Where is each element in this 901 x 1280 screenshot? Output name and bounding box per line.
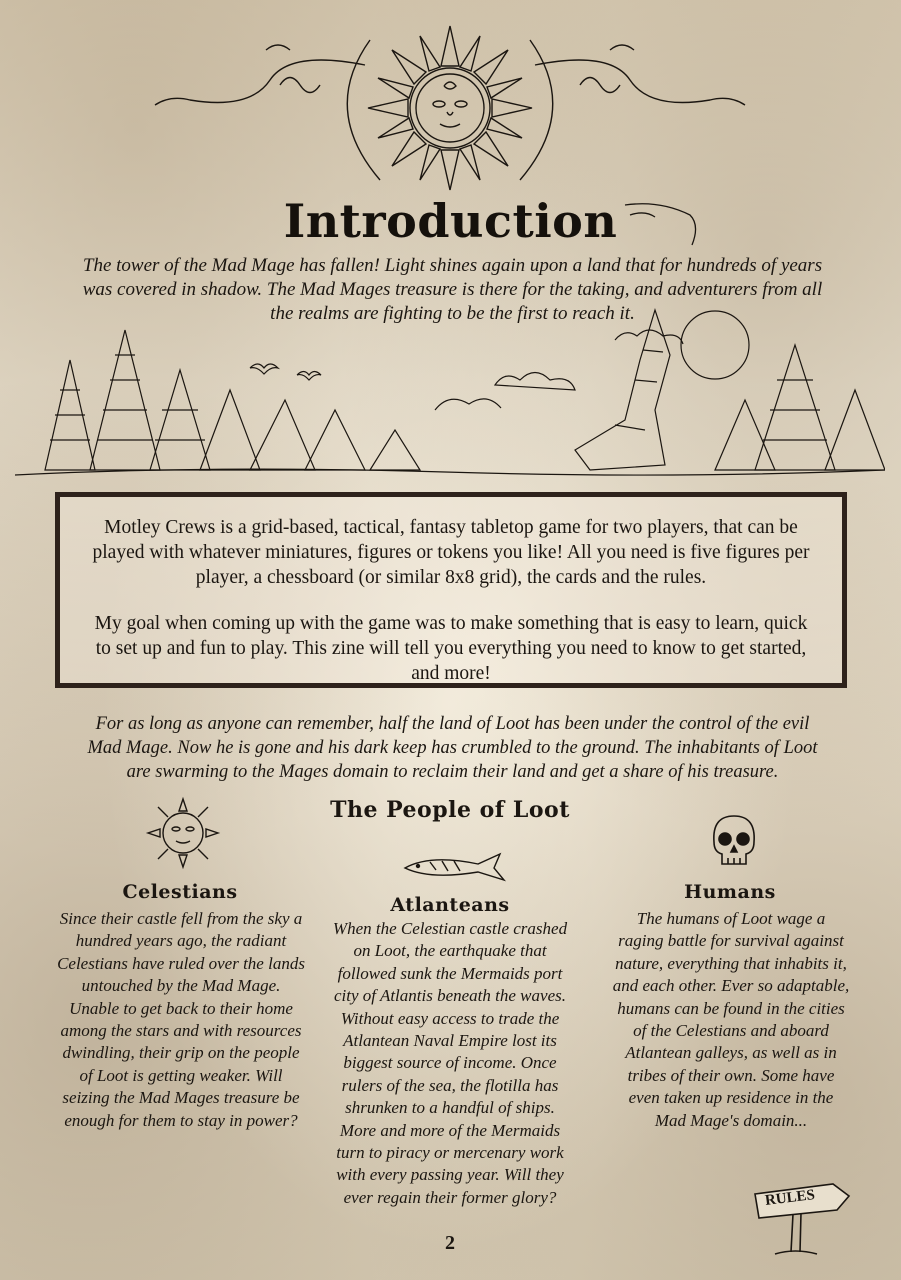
page-number: 2 — [445, 1232, 455, 1254]
faction-name-atlanteans: Atlanteans — [390, 894, 510, 916]
signpost-icon — [745, 1170, 857, 1262]
sun-emblem-illustration — [150, 20, 750, 200]
faction-text-humans: The humans of Loot wage a raging battle for survival against nature, everything that inhabits it, and each other. Ever so adaptable, humans can be found in the cities of the Celestians and aboard Atlantean galleys, as well as in tribes of their own. Some have even taken up residence in the Mad Mage's domain... — [612, 909, 850, 1130]
page-title: Introduction — [283, 194, 618, 248]
faction-text-celestians: Since their castle fell from the sky a hundred years ago, the radiant Celestians have ruled over the lands untouched by the Mad Mage. Unable to get back to their home among the stars and with resources dwindling, their grip on the people of Loot is getting weaker. Will seizing the Mad Mages treasure be enough for them to stay in power? — [57, 909, 305, 1130]
intro-text: The tower of the Mad Mage has fallen! Light shines again upon a land that for hundreds of years was covered in shadow. The Mad Mages treasure is there for the taking, and adventurers from all the realms are fighting to be the first to reach it. — [82, 255, 823, 324]
game-summary-box — [55, 492, 847, 688]
sun-face-icon — [140, 795, 226, 871]
rules-sign-label: RULES — [764, 1187, 816, 1209]
landscape-illustration — [15, 300, 885, 485]
skull-icon — [706, 812, 762, 874]
faction-name-humans: Humans — [684, 881, 776, 903]
summary-paragraph-2: My goal when coming up with the game was to make something that is easy to learn, quick to set up and fun to play. This zine will tell you everything you need to know to get started, and more! — [94, 613, 808, 684]
quill-icon — [620, 195, 710, 255]
faction-name-celestians: Celestians — [122, 881, 238, 903]
faction-text-atlanteans: When the Celestian castle crashed on Loot, the earthquake that followed sunk the Mermaids port city of Atlantis beneath the waves. Without easy access to trade the Atlantean Naval Empire lost its biggest source of income. Once rulers of the sea, the flotilla has shrunken to a handful of ships. More and more of the Mermaids turn to piracy or mercenary work with every passing year. Will they ever regain their former glory? — [332, 919, 568, 1207]
fish-icon — [400, 850, 510, 884]
lore-text: For as long as anyone can remember, half the land of Loot has been under the control of the evil Mad Mage. Now he is gone and his dark keep has crumbled to the ground. The inhabitants of Loot are swarming to the Mages domain to reclaim their land and get a share of his treasure. — [87, 714, 818, 782]
people-heading: The People of Loot — [330, 797, 570, 823]
rules-signpost-button[interactable] — [745, 1170, 857, 1262]
summary-paragraph-1: Motley Crews is a grid-based, tactical, fantasy tabletop game for two players, that can be played with whatever miniatures, figures or tokens you like! All you need is five figures per player, a chessboard (or similar 8x8 grid), the cards and the rules. — [92, 517, 810, 588]
